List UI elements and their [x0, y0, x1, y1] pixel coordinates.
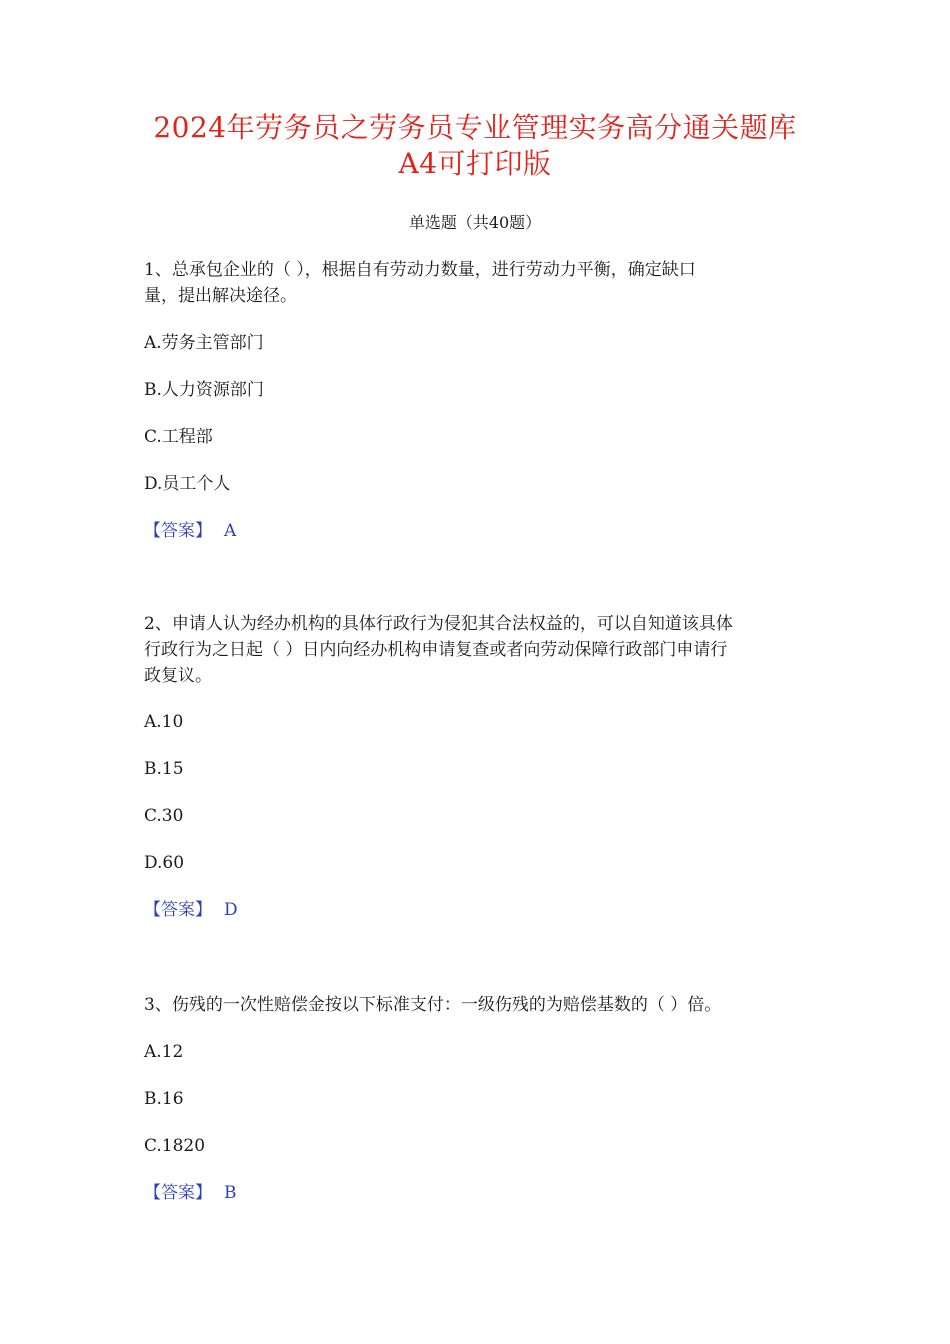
question-1-option-c: C.工程部	[144, 427, 213, 447]
question-1-answer	[144, 518, 824, 544]
answer-label: 【答案】	[144, 1183, 212, 1203]
document-title-line-2: A4可打印版	[398, 147, 552, 180]
question-1-option-d: D.员工个人	[144, 474, 231, 494]
question-1-option-a: A.劳务主管部门	[144, 333, 264, 353]
question-2-option-d: D.60	[144, 853, 185, 873]
question-3-option-a: A.12	[144, 1042, 184, 1062]
question-3-answer	[144, 1180, 824, 1206]
question-2-option-b: B.15	[144, 759, 184, 779]
answer-value: A	[224, 521, 237, 541]
question-2-stem-line-1: 2、申请人认为经办机构的具体行政行为侵犯其合法权益的，可以自知道该具体	[144, 614, 733, 634]
question-3-option-c: C.1820	[144, 1136, 206, 1156]
question-2-stem-line-2: 行政行为之日起（ ）日内向经办机构申请复查或者向劳动保障行政部门申请行	[144, 640, 728, 660]
question-2-option-a: A.10	[144, 712, 184, 732]
question-1-stem-line-1: 1、总承包企业的（ ），根据自有劳动力数量，进行劳动力平衡，确定缺口	[144, 260, 696, 280]
answer-label: 【答案】	[144, 521, 212, 541]
question-3-stem-line-1: 3、伤残的一次性赔偿金按以下标准支付：一级伤残的为赔偿基数的（ ）倍。	[144, 995, 722, 1015]
question-2-stem-line-3: 政复议。	[144, 666, 212, 686]
question-2-option-c: C.30	[144, 806, 184, 826]
section-heading: 单选题（共40题）	[408, 213, 542, 232]
question-1-option-b: B.人力资源部门	[144, 380, 264, 400]
document-title-line-1: 2024年劳务员之劳务员专业管理实务高分通关题库	[153, 111, 797, 144]
answer-label: 【答案】	[144, 900, 212, 920]
answer-value: D	[224, 900, 238, 920]
question-3-option-b: B.16	[144, 1089, 184, 1109]
question-2-answer	[144, 897, 824, 923]
answer-value: B	[224, 1183, 237, 1203]
question-1-stem-line-2: 量，提出解决途径。	[144, 286, 297, 306]
